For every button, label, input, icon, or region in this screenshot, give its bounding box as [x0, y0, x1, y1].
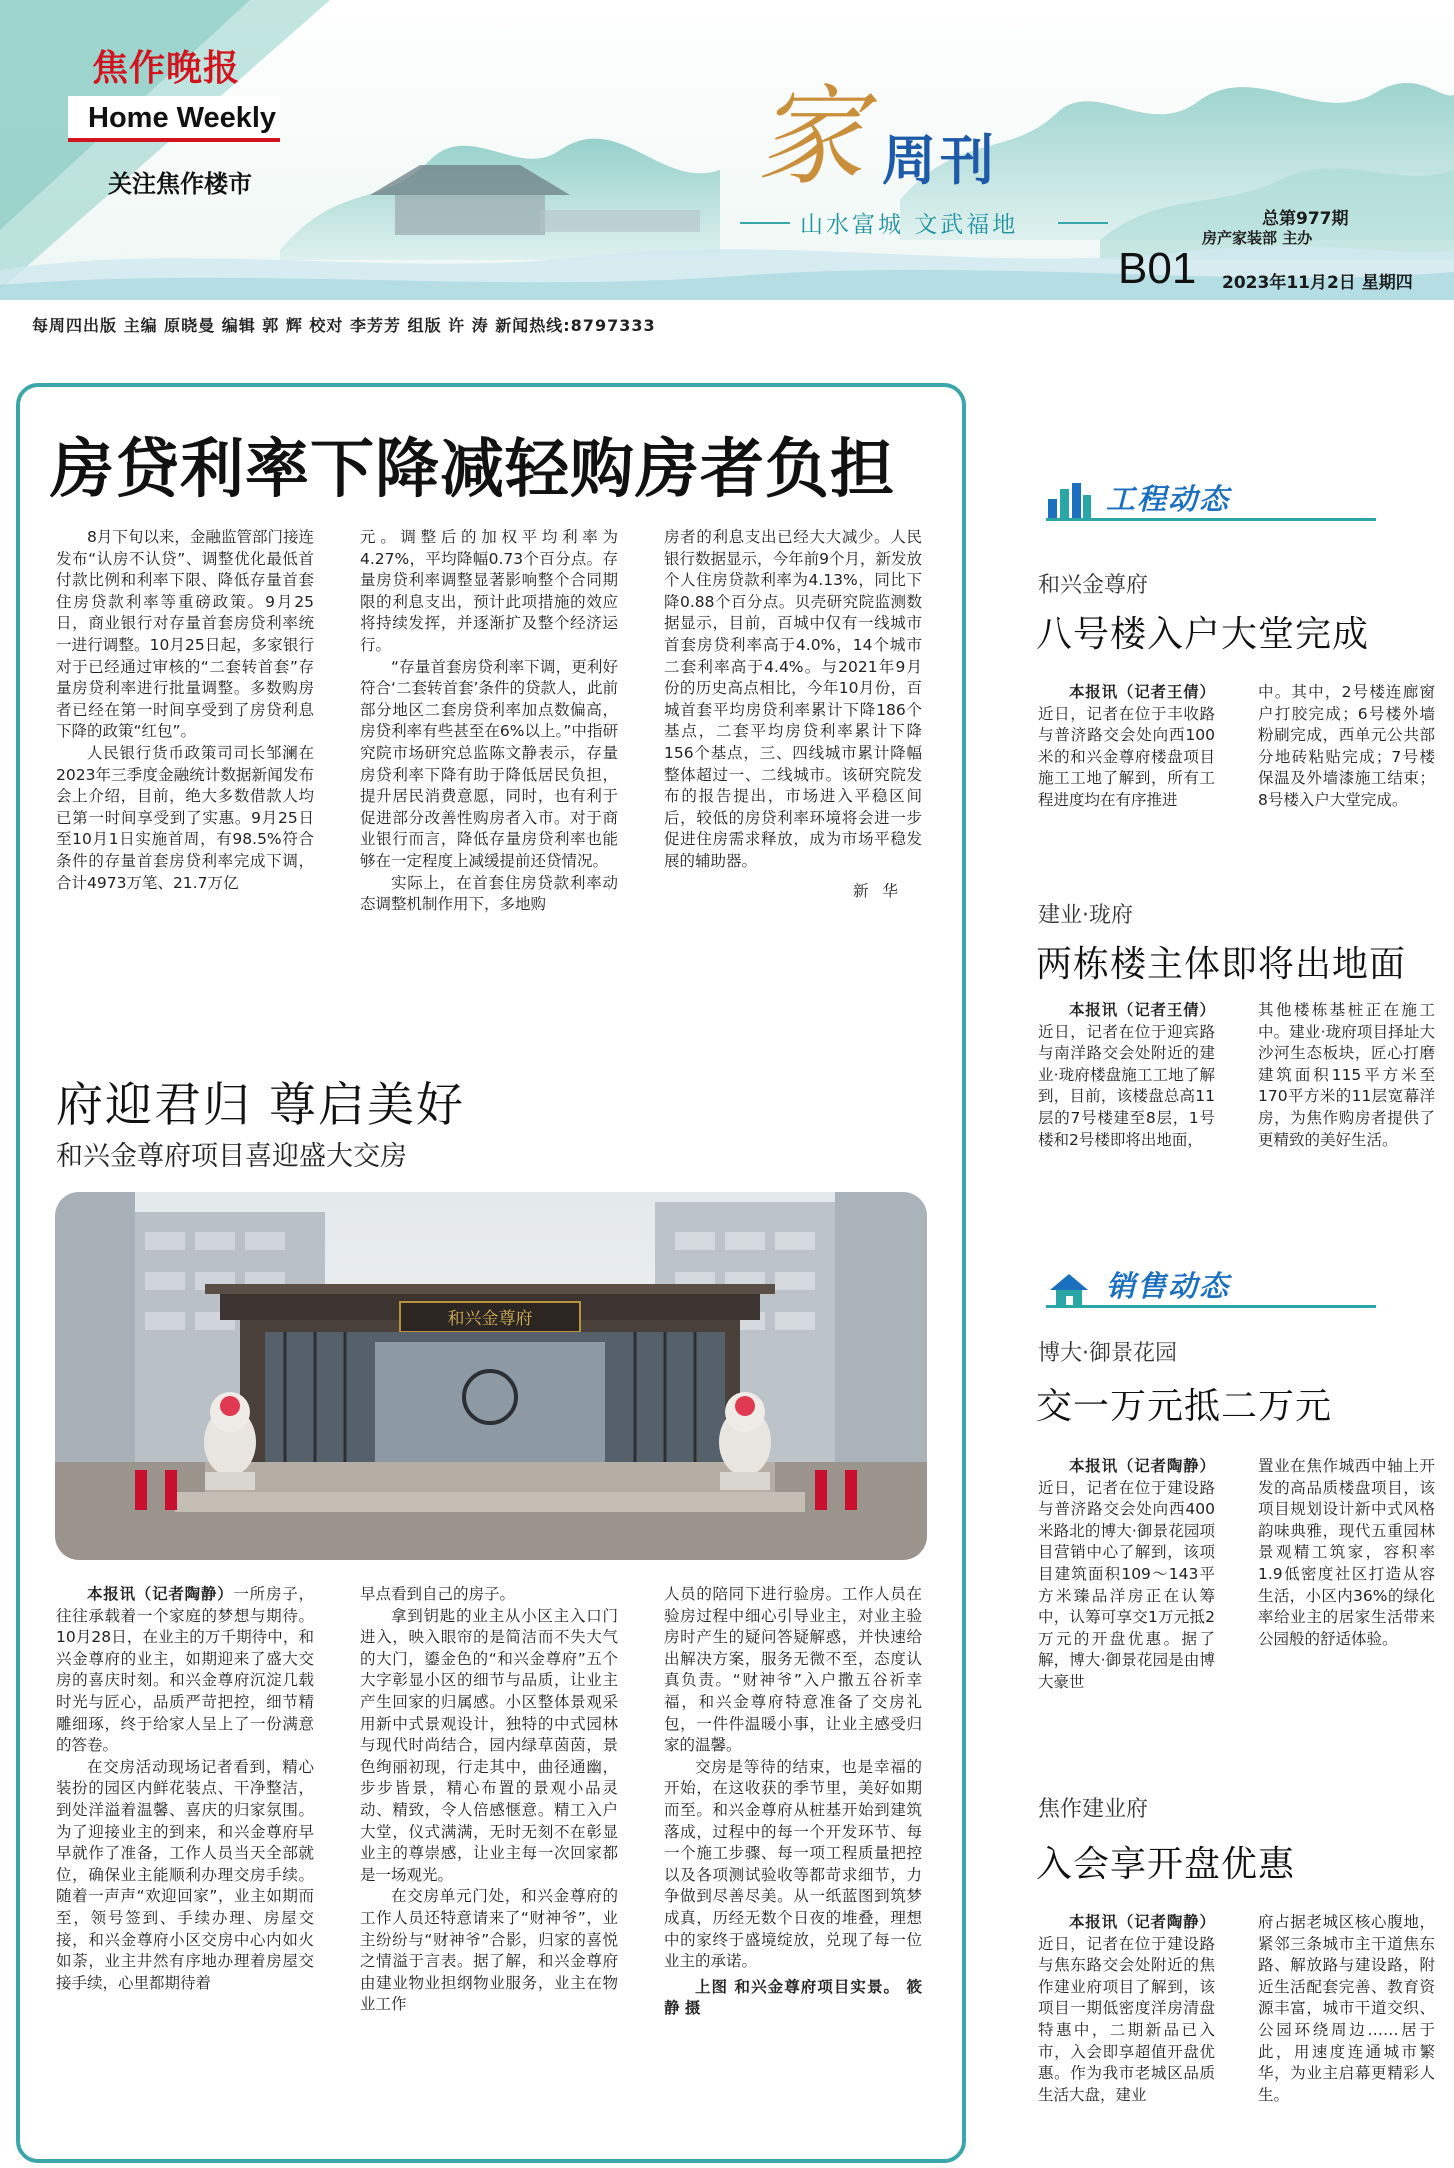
lead-column-1	[56, 527, 314, 894]
paragraph	[1038, 682, 1215, 812]
house-icon	[1046, 1270, 1092, 1308]
editorial-credits: 每周四出版 主编 原晓曼 编辑 郭 辉 校对 李芳芳 组版 许 涛 新闻热线:8797333	[32, 316, 656, 335]
lead-column-2	[360, 527, 618, 916]
paragraph: 早点看到自己的房子。	[360, 1585, 516, 1603]
section-rule	[1046, 1305, 1376, 1308]
paragraph: 拿到钥匙的业主从小区主入口门进入，映入眼帘的是简洁而不失大气的大门，鎏金色的“和兴金尊府”五个大字彰显小区的细节与品质，让业主产生回家的归属感。小区整体景观采用新中式景观设计，独特的中式园林与现代时尚结合，园内绿草茵茵，景色绚丽初现，行走其中，曲径通幽，步步皆景，精心布置的景观小品灵动、精致，令人倍感惬意。精工入户大堂，仪式满满，无时无刻不在彰显业主的尊崇感，让业主每一次回家都是一场观光。	[360, 1606, 618, 1884]
sponsor: 房产家装部 主办	[1202, 229, 1313, 247]
section-banner-engineering	[1036, 477, 1376, 527]
rail-column-left	[1038, 1912, 1215, 2106]
paragraph	[1038, 1000, 1215, 1151]
feature-deck: 和兴金尊府项目喜迎盛大交房	[56, 1141, 407, 1172]
brand-jia-char: 家	[756, 75, 865, 200]
rail-headline: 入会享开盘优惠	[1036, 1844, 1296, 1885]
slogan: 山水富城 文武福地	[800, 212, 1019, 238]
feature-column-3	[664, 1584, 922, 2020]
follow-tag: 关注焦作楼市	[108, 170, 252, 198]
paragraph	[1038, 1912, 1215, 2106]
rail-column-right	[1258, 1456, 1435, 1650]
paragraph-text: 近日，记者在位于丰收路与普济路交会处向西100米的和兴金尊府楼盘项目施工工地了解到，所有工程进度均在有序推进	[1038, 704, 1215, 809]
paragraph: 在交房单元门处，和兴金尊府的工作人员还特意请来了“财神爷”，业主纷纷与“财神爷”合影，归家的喜悦之情溢于言表。据了解，和兴金尊府由建业物业担纲物业服务，业主在物业工作	[360, 1887, 618, 2014]
brand-zhoukan: 周刊	[882, 129, 998, 192]
rail-column-right	[1258, 1000, 1435, 1151]
byline: 本报讯（记者陶静）	[1069, 1457, 1215, 1475]
byline: 本报讯（记者陶静）	[1069, 1913, 1215, 1931]
paragraph: 交房是等待的结束，也是幸福的开始，在这收获的季节里，美好如期而至。和兴金尊府从桩基开始到建筑落成，过程中的每一个开发环节、每一个施工步骤、每一项工程质量把控以及各项测试验收等都苛求细节，力争做到尽善尽美。从一纸蓝图到筑梦成真，历经无数个日夜的堆叠，理想中的家终于盛境绽放，兑现了每一位业主的承诺。	[664, 1757, 922, 1971]
paragraph: 在交房活动现场记者看到，精心装扮的园区内鲜花装点、干净整洁，到处洋溢着温馨、喜庆的归家氛围。为了迎接业主的到来，和兴金尊府早早就作了准备，工作人员当天全部就位，确保业主能顺利办理交房手续。随着一声声“欢迎回家”，业主如期而至，领号签到、手续办理、房屋交接，和兴金尊府小区交房中心内如火如荼，业主井然有序地办理着房屋交接手续，心里都期待着	[56, 1757, 314, 1992]
lead-headline: 房贷利率下降减轻购房者负担	[50, 433, 895, 507]
paper-name: 焦作晚报	[92, 48, 241, 89]
rail-column-right	[1258, 682, 1435, 812]
section-rule	[1046, 518, 1376, 521]
paragraph: 置业在焦作城西中轴上开发的高品质楼盘项目，该项目规划设计新中式风格韵味典雅，现代五重园林景观精工筑家，容积率1.9低密度社区打造从容生活，小区内36%的绿化率给业主的居家生活带来公园般的舒适体验。	[1258, 1457, 1435, 1648]
byline: 本报讯（记者陶静）	[87, 1585, 234, 1603]
paragraph	[56, 1584, 314, 1757]
rail-headline: 两栋楼主体即将出地面	[1036, 944, 1407, 985]
section-banner-sales	[1036, 1264, 1376, 1314]
paragraph: 其他楼栋基桩正在施工中。建业·珑府项目择址大沙河生态板块，匠心打磨建筑面积115平方米至170平方米的11层宽幕洋房，为焦作购房者提供了更精致的美好生活。	[1258, 1001, 1435, 1149]
paragraph: 人民银行货币政策司司长邹澜在2023年三季度金融统计数据新闻发布会上介绍，目前，绝大多数借款人均已第一时间享受到了实惠。9月25日至10月1日实施首周，有98.5%符合条件的存量首套房贷利率完成下调，合计4973万笔、21.7万亿	[56, 743, 314, 892]
buildings-icon	[1046, 483, 1092, 521]
byline: 本报讯（记者王倩）	[1069, 1001, 1215, 1019]
paragraph: 府占据老城区核心腹地，紧邻三条城市主干道焦东路、解放路与建设路，附近生活配套完善、教育资源丰富，城市干道交织、公园环绕周边……居于此，用速度连通城市繁华，为业主启幕更精彩人生。	[1258, 1913, 1435, 2104]
rail-headline: 八号楼入户大堂完成	[1036, 614, 1370, 655]
paragraph-text: 近日，记者在位于迎宾路与南洋路交会处附近的建业·珑府楼盘施工工地了解到，目前，该楼盘总高11层的7号楼建至8层，1号楼和2号楼即将出地面，	[1038, 1022, 1215, 1149]
entrance-gate-illustration	[55, 1192, 927, 1560]
project-name: 焦作建业府	[1038, 1797, 1149, 1822]
byline: 本报讯（记者王倩）	[1069, 683, 1215, 701]
gate-sign-text: 和兴金尊府	[447, 1309, 533, 1329]
slogan-rule-left	[740, 222, 790, 224]
publication-date: 2023年11月2日 星期四	[1222, 273, 1413, 293]
paragraph: 房者的利息支出已经大大减少。人民银行数据显示，今年前9个月，新发放个人住房贷款利率为4.13%，同比下降0.88个百分点。贝壳研究院监测数据显示，目前，百城中仅有一线城市首套房贷利率高于4.0%，14个城市二套利率高于4.4%。与2021年9月份的历史高点相比，今年10月份，百城首套平均房贷利率累计下降186个基点，二套平均房贷利率累计下降156个基点，三、四线城市累计降幅整体超过一、二线城市。该研究院发布的报告提出，市场进入平稳区间后，较低的房贷利率环境将会进一步促进住房需求释放，成为市场平稳发展的辅助器。	[664, 528, 922, 870]
paragraph: 人员的陪同下进行验房。工作人员在验房过程中细心引导业主，对业主验房时产生的疑问答疑解惑，并快速给出解决方案，服务无微不至，态度认真负责。“财神爷”入户撒五谷祈幸福，和兴金尊府特意准备了交房礼包，一件件温暖小事，让业主感受归家的温馨。	[664, 1585, 922, 1755]
paragraph	[1038, 1456, 1215, 1694]
project-name: 博大·御景花园	[1038, 1341, 1177, 1366]
photo-caption: 上图 和兴金尊府项目实景。 筱 静 摄	[664, 1977, 922, 2018]
rail-column-right	[1258, 1912, 1435, 2106]
section-title: 工程动态	[1106, 482, 1231, 516]
section-title: 销售动态	[1106, 1269, 1231, 1303]
masthead	[0, 0, 1454, 305]
feature-column-1	[56, 1584, 314, 1994]
paragraph-text: 一所房子，往往承载着一个家庭的梦想与期待。10月28日，在业主的万千期待中，和兴金尊府的业主，如期迎来了盛大交房的喜庆时刻。和兴金尊府沉淀几载时光与匠心，品质严苛把控，细节精雕细琢，终于给家人呈上了一份满意的答卷。	[56, 1585, 314, 1755]
weekly-en-title: Home Weekly	[88, 102, 277, 134]
page-number: B01	[1118, 244, 1197, 293]
paragraph: 元。调整后的加权平均利率为4.27%，平均降幅0.73个百分点。存量房贷利率调整显著影响整个合同期限的利息支出，预计此项措施的效应将持续发挥，并逐渐扩及整个经济运行。	[360, 528, 618, 654]
feature-column-2	[360, 1584, 618, 2016]
paragraph-text: 近日，记者在位于建设路与普济路交会处向西400米路北的博大·御景花园项目营销中心了解到，该项目建筑面积109～143平方米臻品洋房正在认筹中，认筹可享交1万元抵2万元的开盘优惠。据了解，博大·御景花园是由博大豪世	[1038, 1478, 1215, 1691]
paragraph: 8月下旬以来，金融监管部门接连发布“认房不认贷”、调整优化最低首付款比例和利率下限、降低存量首套住房贷款利率等重磅政策。9月25日，商业银行对存量首套房贷利率统一进行调整。10月25日起，多家银行对于已经通过审核的“二套转首套”存量房贷利率进行批量调整。多数购房者已经在第一时间享受到了房贷利息下降的政策“红包”。	[56, 528, 314, 741]
rail-column-left	[1038, 682, 1215, 812]
paragraph-text: 近日，记者在位于建设路与焦东路交会处附近的焦作建业府项目了解到，该项目一期低密度洋房清盘特惠中，二期新品已入市，入会即享超值开盘优惠。作为我市老城区品质生活大盘，建业	[1038, 1934, 1215, 2104]
paragraph: “存量首套房贷利率下调，更利好符合‘二套转首套’条件的贷款人，此前部分地区二套房贷利率加点数偏高，房贷利率有些甚至在6%以上。”中指研究院市场研究总监陈文静表示，存量房贷利率下降有助于降低居民负担，提升居民消费意愿，同时，也有利于促进部分改善性购房者入市。对于商业银行而言，降低存量房贷利率也能够在一定程度上减缓提前还贷情况。	[360, 657, 618, 870]
rail-column-left	[1038, 1456, 1215, 1694]
paragraph: 实际上，在首套住房贷款利率动态调整机制作用下，多地购	[360, 873, 618, 914]
paragraph: 中。其中，2号楼连廊窗户打胶完成；6号楼外墙粉刷完成，西单元公共部分地砖粘贴完成；7号楼保温及外墙漆施工结束；8号楼入户大堂完成。	[1258, 683, 1435, 809]
slogan-rule-right	[1058, 222, 1108, 224]
weekly-label-box	[68, 96, 280, 142]
feature-headline: 府迎君归 尊启美好	[56, 1078, 465, 1133]
lead-credit: 新华	[852, 881, 912, 900]
lead-column-3	[664, 527, 922, 902]
rail-headline: 交一万元抵二万元	[1036, 1386, 1333, 1427]
issue-total: 总第977期	[1262, 209, 1349, 229]
project-name: 和兴金尊府	[1038, 573, 1149, 598]
feature-photo	[55, 1192, 927, 1560]
project-name: 建业·珑府	[1038, 903, 1133, 928]
rail-column-left	[1038, 1000, 1215, 1151]
